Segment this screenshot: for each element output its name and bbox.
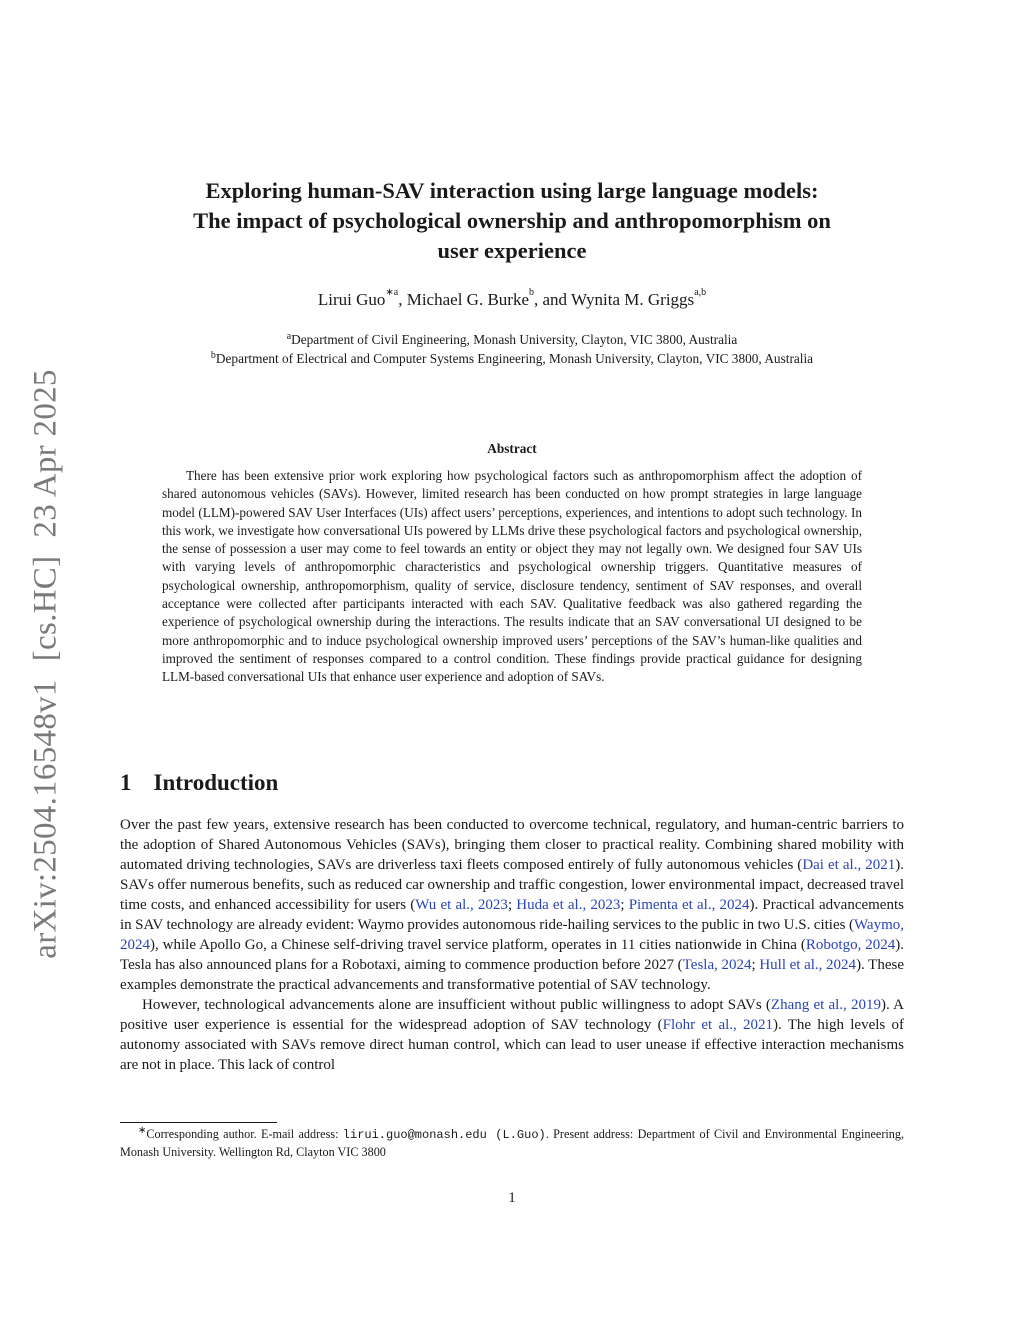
footnote-rule: [120, 1122, 277, 1123]
affiliation-a: [120, 330, 904, 349]
citation-link[interactable]: Dai et al., 2021: [802, 857, 896, 873]
abstract-text: There has been extensive prior work exploring how psychological factors such as anthropomorphism affect the adoption of shared autonomous vehicles (SAVs). However, limited research has been conducted on how prompt strategies in large language model (LLM)-powered SAV User Interfaces (UIs) affect users’ perceptions, experiences, and intentions to adopt such technology. In this work, we investigate how conversational UIs powered by LLMs drive these psychological factors and psychological ownership, the sense of possession a user may come to feel towards an entity or object they may not legally own. We designed four SAV UIs with varying levels of anthropomorphic characteristics and psychological ownership triggers. Quantitative measures of psychological ownership, anthropomorphism, quality of service, disclosure tendency, sentiment of SAV responses, and overall acceptance were collected after participants interacted with each SAV. Qualitative feedback was also gathered regarding the experience of psychological ownership during the interactions. The results indicate that an SAV conversational UI designed to be more anthropomorphic and to induce psychological ownership improved users’ perceptions of the SAV’s human-like qualities and improved the sentiment of responses compared to a control condition. These findings provide practical guidance for designing LLM-based conversational UIs that enhance user experience and adoption of SAVs.: [162, 468, 862, 685]
footnote-mark: ∗: [138, 1125, 147, 1136]
affiliation-a-text: Department of Civil Engineering, Monash University, Clayton, VIC 3800, Australia: [291, 332, 738, 347]
title-line-2: The impact of psychological ownership and anthropomorphism on: [193, 208, 831, 233]
page-number: 1: [508, 1190, 516, 1206]
text-run: ). Practical advancements in SAV technology are already evident: Waymo provides autonomous ride-hailing services to the public in two U.S. cities (: [120, 897, 904, 933]
author-2: Michael G. Burke: [406, 290, 529, 309]
text-run: Over the past few years, extensive research has been conducted to overcome technical, regulatory, and human-centric barriers to the adoption of Shared Autonomous Vehicles (SAVs), bringing them closer to practical reality. Combining shared mobility with automated driving technologies, SAVs are driverless taxi fleets composed entirely of fully autonomous vehicles (: [120, 817, 904, 873]
paragraph: [120, 995, 904, 1075]
arxiv-sidebar-stamp: [28, 360, 65, 967]
author-3-mark: a,b: [694, 287, 707, 298]
text-run: ). SAVs offer numerous benefits, such as reduced car ownership and traffic congestion, lower environmental impact, decreased travel time costs, and enhanced accessibility for users (: [120, 857, 904, 913]
text-run: However, technological advancements alone are insufficient without public willingness to adopt SAVs (: [142, 997, 771, 1013]
footnote-text: . Present address: Department of Civil and Environmental Engineering, Monash University. Wellington Rd, Clayton VIC 3800: [120, 1127, 904, 1159]
author-2-mark: b: [529, 287, 534, 298]
affiliation-b: [120, 349, 904, 368]
affiliations: [120, 330, 904, 368]
text-run: ), while Apollo Go, a Chinese self-driving travel service platform, operates in 11 cities nationwide in China (: [150, 937, 806, 953]
citation-link[interactable]: Flohr et al., 2021: [662, 1017, 774, 1033]
citation-link[interactable]: Zhang et al., 2019: [770, 997, 882, 1013]
arxiv-category: [cs.HC]: [27, 555, 64, 662]
footnote-text: Corresponding author. E-mail address:: [146, 1127, 343, 1141]
author-separator: ,: [398, 290, 407, 309]
author-1: Lirui Guo: [317, 290, 386, 309]
arxiv-id: arXiv:2504.16548v1: [27, 679, 64, 959]
abstract-heading: Abstract: [487, 441, 537, 456]
citation-link[interactable]: Waymo, 2024: [120, 917, 904, 953]
affiliation-b-text: Department of Electrical and Computer Systems Engineering, Monash University, Clayton, VIC 3800, Australia: [215, 351, 814, 366]
author-1-mark: ∗a: [385, 287, 399, 298]
citation-link[interactable]: Hull et al., 2024: [759, 957, 857, 973]
text-run: ). These examples demonstrate the practical advancements and transformative potential of SAV technology.: [120, 957, 904, 993]
author-3: Wynita M. Griggs: [571, 290, 695, 309]
section-number: 1: [120, 770, 132, 795]
section-heading: [120, 770, 278, 796]
text-run: ). The high levels of autonomy associated with SAVs remove direct human control, which can lead to user unease if effective interaction mechanisms are not in place. This lack of control: [120, 1017, 904, 1073]
arxiv-date: 23 Apr 2025: [27, 369, 64, 538]
citation-link[interactable]: Huda et al., 2023: [516, 897, 621, 913]
paper-title: [120, 176, 904, 266]
affiliation-b-mark: b: [210, 350, 216, 361]
text-run: ). A positive user experience is essential for the widespread adoption of SAV technology (: [120, 997, 904, 1033]
citation-separator: ;: [507, 897, 517, 913]
footnote-email: lirui.guo@monash.edu (L.Guo): [342, 1128, 546, 1142]
citation-link[interactable]: Wu et al., 2023: [415, 897, 508, 913]
affiliation-a-mark: a: [286, 331, 292, 342]
author-separator: , and: [534, 290, 571, 309]
title-line-1: Exploring human-SAV interaction using large language models:: [205, 178, 819, 203]
citation-link[interactable]: Tesla, 2024: [682, 957, 752, 973]
citation-separator: ;: [620, 897, 629, 913]
footnote: [120, 1126, 904, 1160]
citation-link[interactable]: Robotgo, 2024: [805, 937, 896, 953]
citation-link[interactable]: Pimenta et al., 2024: [628, 897, 750, 913]
author-list: [120, 287, 904, 310]
section-title: Introduction: [153, 770, 279, 795]
paragraph: [120, 815, 904, 995]
title-line-3: user experience: [437, 238, 587, 263]
text-run: ). Tesla has also announced plans for a Robotaxi, aiming to commence production before 2027 (: [120, 937, 905, 973]
body-text: [120, 815, 904, 1075]
citation-separator: ;: [751, 957, 760, 973]
